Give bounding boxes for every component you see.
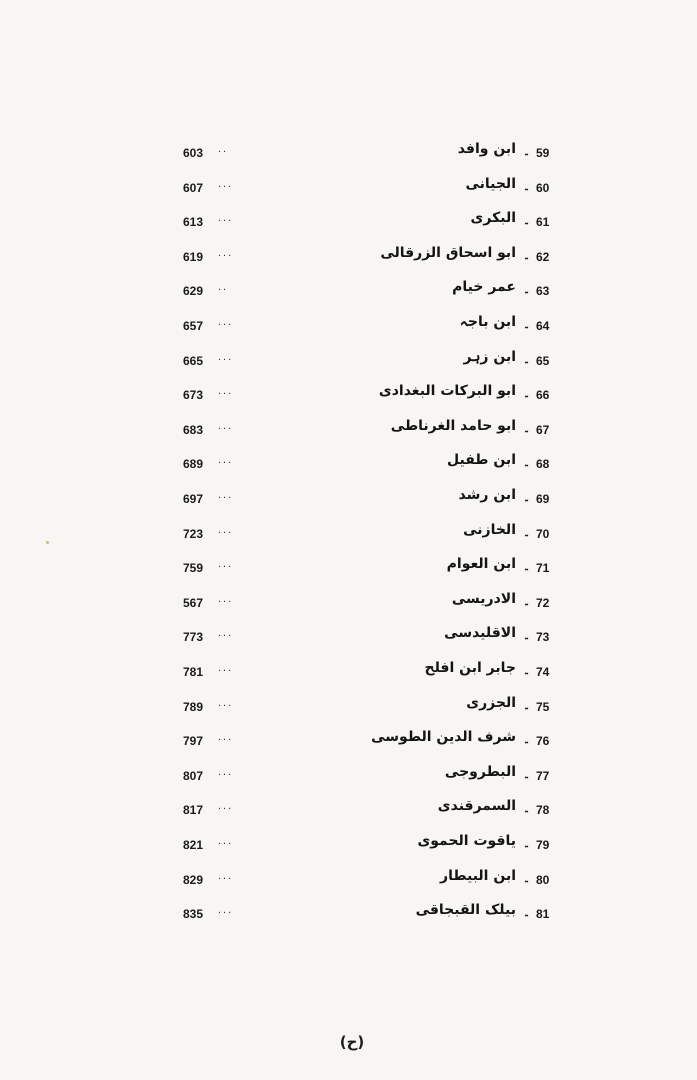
toc-row [0, 175, 697, 205]
toc-row [0, 313, 697, 343]
entry-dash: ۔ [523, 870, 531, 885]
entry-dash: ۔ [523, 213, 531, 228]
entry-title: الخازنی [463, 521, 516, 538]
toc-row [0, 278, 697, 308]
entry-dash: ۔ [523, 490, 531, 504]
entry-dash: ۔ [523, 559, 531, 574]
entry-title: ابو اسحاق الزرقالی [380, 244, 516, 261]
entry-leader-dots: ... [218, 177, 234, 190]
entry-leader-dots: ... [218, 662, 234, 674]
entry-title: ابن طفیل [446, 452, 516, 469]
entry-number: 76 [536, 734, 550, 749]
toc-row [0, 244, 697, 274]
entry-leader-dots: .. [218, 281, 229, 294]
entry-number: 65 [536, 353, 550, 368]
entry-title: عمر خیام [452, 279, 516, 296]
entry-page-number: 835 [183, 907, 204, 922]
entry-dash: ۔ [523, 282, 531, 297]
entry-leader-dots: ... [218, 212, 234, 225]
entry-page-number: 619 [183, 249, 204, 264]
entry-leader-dots: ... [218, 350, 234, 363]
entry-dash: ۔ [523, 766, 531, 781]
entry-leader-dots: ... [218, 904, 234, 917]
entry-number: 72 [536, 595, 550, 610]
entry-dash: ۔ [523, 697, 531, 712]
entry-leader-dots: ... [218, 765, 234, 778]
toc-row [0, 901, 697, 931]
entry-title: ابو حامد الغرناطی [390, 417, 516, 434]
toc-row [0, 521, 697, 551]
entry-number: 62 [536, 249, 550, 264]
entry-dash: ۔ [523, 593, 531, 608]
entry-page-number: 629 [183, 284, 204, 299]
entry-leader-dots: ... [218, 696, 234, 709]
entry-page-number: 697 [183, 492, 204, 506]
entry-title: ابن العوام [446, 556, 516, 573]
entry-number: 78 [536, 803, 550, 818]
entry-dash: ۔ [523, 247, 531, 262]
entry-page-number: 773 [183, 630, 204, 645]
entry-number: 73 [536, 630, 550, 645]
entry-page-number: 781 [183, 665, 204, 679]
entry-number: 81 [536, 907, 550, 922]
entry-number: 77 [536, 768, 550, 783]
toc-row [0, 209, 697, 239]
entry-page-number: 567 [183, 595, 204, 610]
entry-page-number: 689 [183, 457, 204, 472]
entry-title: جابر ابن افلح [424, 660, 516, 676]
toc-row [0, 486, 697, 516]
entry-leader-dots: ... [218, 489, 234, 501]
entry-dash: ۔ [523, 317, 531, 331]
toc-row [0, 763, 697, 793]
toc-row [0, 832, 697, 862]
entry-page-number: 683 [183, 422, 204, 437]
entry-dash: ۔ [523, 663, 531, 677]
entry-title: الجیانی [465, 175, 516, 192]
toc-row [0, 624, 697, 654]
entry-leader-dots: .. [218, 143, 229, 155]
entry-page-number: 807 [183, 768, 204, 783]
entry-leader-dots: ... [218, 731, 234, 744]
entry-page-number: 665 [183, 353, 204, 368]
toc-row [0, 728, 697, 758]
entry-page-number: 607 [183, 180, 204, 195]
entry-page-number: 817 [183, 803, 204, 818]
entry-page-number: 657 [183, 319, 204, 333]
entry-title: ابن وافد [457, 141, 516, 157]
entry-leader-dots: ... [218, 316, 234, 328]
toc-row [0, 382, 697, 412]
toc-row [0, 694, 697, 724]
entry-title: بیلک القبجاقی [415, 902, 516, 919]
entry-title: ابن رشد [458, 487, 516, 503]
entry-number: 61 [536, 215, 550, 230]
entry-number: 68 [536, 457, 550, 472]
entry-number: 69 [536, 492, 550, 506]
entry-title: شرف الدین الطوسی [371, 729, 516, 746]
page-marker: (ح) [339, 1033, 365, 1051]
entry-dash: ۔ [523, 455, 531, 470]
toc-row [0, 140, 697, 170]
entry-title: البطروجی [444, 763, 516, 780]
entry-number: 64 [536, 319, 550, 333]
toc-row [0, 451, 697, 481]
entry-leader-dots: ... [218, 800, 234, 813]
entry-title: ابن البیطار [440, 867, 516, 884]
toc-row [0, 659, 697, 689]
entry-title: السمرقندی [437, 798, 516, 815]
entry-dash: ۔ [523, 178, 531, 193]
toc-row [0, 417, 697, 447]
entry-title: ابن باجہ [459, 314, 516, 330]
entry-leader-dots: ... [218, 454, 234, 467]
entry-title: الادریسی [451, 590, 516, 607]
entry-dash: ۔ [523, 905, 531, 920]
entry-dash: ۔ [523, 420, 531, 435]
entry-number: 60 [536, 180, 550, 195]
toc-row [0, 555, 697, 585]
toc-row [0, 590, 697, 620]
entry-page-number: 613 [183, 215, 204, 230]
entry-title: ابن زہر [463, 348, 516, 365]
entry-title: الاقلیدسی [444, 625, 516, 642]
entry-page-number: 821 [183, 838, 204, 852]
entry-dash: ۔ [523, 801, 531, 816]
entry-title: ابو البرکات البغدادی [378, 383, 516, 400]
entry-dash: ۔ [523, 524, 531, 539]
entry-page-number: 797 [183, 734, 204, 749]
entry-leader-dots: ... [218, 627, 234, 640]
entry-title: الجزری [466, 694, 516, 711]
entry-leader-dots: ... [218, 835, 234, 847]
entry-dash: ۔ [523, 732, 531, 747]
entry-number: 74 [536, 665, 550, 679]
entry-number: 59 [536, 146, 550, 160]
entry-number: 75 [536, 699, 550, 714]
entry-number: 79 [536, 838, 550, 852]
entry-dash: ۔ [523, 386, 531, 401]
entry-title: یاقوت الحموی [417, 833, 516, 849]
entry-dash: ۔ [523, 351, 531, 366]
entry-leader-dots: ... [218, 523, 234, 536]
entry-leader-dots: ... [218, 592, 234, 605]
entry-leader-dots: ... [218, 419, 234, 432]
entry-dash: ۔ [523, 836, 531, 850]
entry-number: 63 [536, 284, 550, 299]
entry-page-number: 603 [183, 146, 204, 160]
toc-row [0, 797, 697, 827]
entry-page-number: 789 [183, 699, 204, 714]
entry-page-number: 759 [183, 561, 204, 576]
paper-speck [46, 541, 49, 544]
entry-page-number: 829 [183, 872, 204, 887]
entry-number: 71 [536, 561, 550, 576]
entry-number: 70 [536, 526, 550, 541]
entry-leader-dots: ... [218, 246, 234, 259]
entry-number: 80 [536, 872, 550, 887]
toc-row [0, 348, 697, 378]
entry-number: 66 [536, 388, 550, 403]
entry-dash: ۔ [523, 144, 531, 158]
entry-number: 67 [536, 422, 550, 437]
entry-page-number: 673 [183, 388, 204, 403]
entry-leader-dots: ... [218, 558, 234, 571]
entry-page-number: 723 [183, 526, 204, 541]
entry-leader-dots: ... [218, 869, 234, 882]
toc-row [0, 867, 697, 897]
entry-leader-dots: ... [218, 385, 234, 398]
entry-dash: ۔ [523, 628, 531, 643]
entry-title: البکری [470, 210, 516, 227]
